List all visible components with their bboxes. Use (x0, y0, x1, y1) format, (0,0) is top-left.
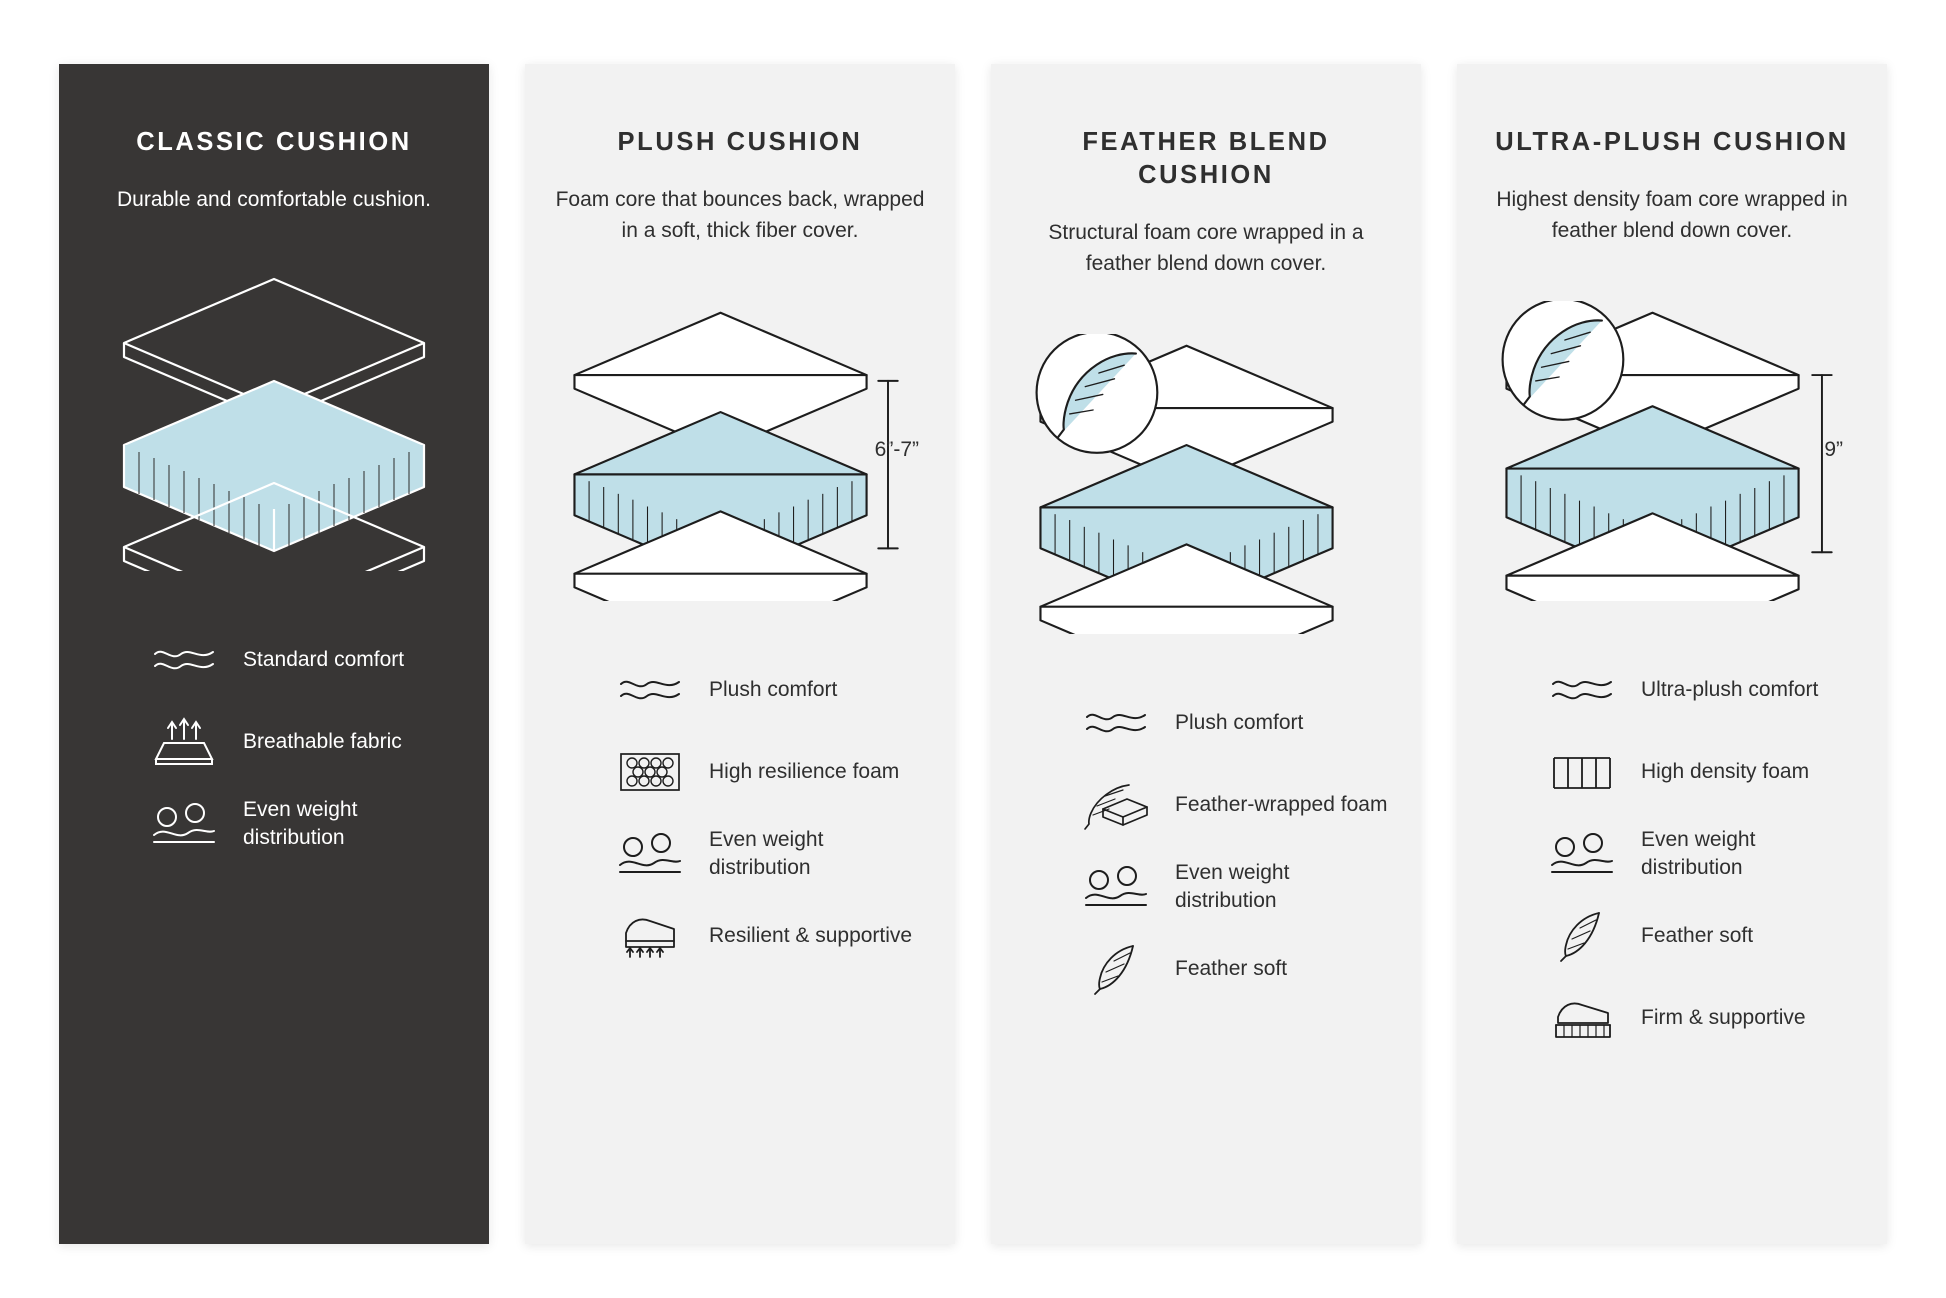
feature-item (613, 908, 925, 964)
feature-item (613, 662, 925, 718)
wave-comfort-icon (1545, 662, 1619, 718)
feature-label: Even weight distribution (1175, 861, 1290, 913)
feature-item (1545, 990, 1857, 1046)
cushion-exploded-diagram-feather-blend (1021, 319, 1391, 649)
firm-supportive-icon (1545, 990, 1619, 1046)
feature-item (1545, 662, 1857, 718)
feature-list-ultra-plush (1487, 662, 1857, 1046)
wave-comfort-icon (147, 632, 221, 688)
even-weight-distribution-icon (1545, 826, 1619, 882)
feature-item (1079, 941, 1391, 997)
cushion-exploded-diagram-classic (89, 256, 459, 586)
card-description: Durable and comfortable cushion. (116, 188, 431, 212)
feature-item (147, 796, 459, 852)
feature-item (147, 714, 459, 770)
cushion-card-feather-blend (991, 64, 1421, 1244)
feature-item (1079, 777, 1391, 833)
feature-item (613, 826, 925, 882)
cushion-card-classic (59, 64, 489, 1244)
feature-label: Standard comfort (243, 647, 405, 671)
card-description: Structural foam core wrapped in a feather blend down cover. (1048, 221, 1364, 275)
wave-comfort-icon (613, 662, 687, 718)
feature-label: High resilience foam (709, 760, 900, 784)
card-description: Highest density foam core wrapped in feather blend down cover. (1496, 188, 1848, 242)
feature-label: Firm & supportive (1641, 1006, 1806, 1030)
cushion-exploded-diagram-plush (555, 286, 925, 616)
high-density-foam-icon (1545, 744, 1619, 800)
feature-label: Feather-wrapped foam (1175, 793, 1388, 817)
dimension-label: 6”-7” (874, 438, 919, 462)
feature-label: Breathable fabric (243, 729, 402, 753)
feature-item (1545, 826, 1857, 882)
feather-soft-icon (1545, 908, 1619, 964)
cushion-card-plush (525, 64, 955, 1244)
feather-soft-icon (1079, 941, 1153, 997)
feature-label: Feather soft (1175, 957, 1288, 981)
cushion-exploded-diagram-ultra-plush (1487, 286, 1857, 616)
cushion-card-ultra-plush (1457, 64, 1887, 1244)
breathable-fabric-icon (147, 714, 221, 770)
feature-label: Resilient & supportive (709, 924, 913, 948)
feature-list-feather-blend (1021, 695, 1391, 997)
card-title: FEATHER BLEND CUSHION (1082, 128, 1330, 190)
wave-comfort-icon (1079, 695, 1153, 751)
feature-label: Even weight distribution (709, 828, 824, 880)
feature-label: Ultra-plush comfort (1641, 678, 1819, 702)
feature-label: High density foam (1641, 760, 1810, 784)
card-title: ULTRA-PLUSH CUSHION (1495, 128, 1849, 156)
even-weight-distribution-icon (147, 796, 221, 852)
feature-item (1079, 695, 1391, 751)
feature-list-plush (555, 662, 925, 964)
feather-badge-icon (1037, 334, 1158, 453)
feather-badge-icon (1503, 301, 1624, 420)
feature-item (147, 632, 459, 688)
card-title: CLASSIC CUSHION (136, 128, 412, 156)
feature-label: Plush comfort (1175, 711, 1304, 735)
feature-list-classic (89, 632, 459, 852)
high-resilience-foam-icon (613, 744, 687, 800)
feature-label: Even weight distribution (1641, 828, 1756, 880)
even-weight-distribution-icon (613, 826, 687, 882)
feature-item (1079, 859, 1391, 915)
resilient-supportive-icon (613, 908, 687, 964)
feature-label: Plush comfort (709, 678, 838, 702)
dimension-label: 9” (1824, 438, 1843, 462)
feature-item (1545, 744, 1857, 800)
feather-wrapped-foam-icon (1079, 777, 1153, 833)
feature-item (613, 744, 925, 800)
even-weight-distribution-icon (1079, 859, 1153, 915)
feature-item (1545, 908, 1857, 964)
feature-label: Feather soft (1641, 924, 1754, 948)
feature-label: Even weight distribution (243, 797, 358, 849)
card-title: PLUSH CUSHION (617, 128, 863, 156)
card-description: Foam core that bounces back, wrapped in a soft, thick fiber cover. (555, 188, 925, 242)
